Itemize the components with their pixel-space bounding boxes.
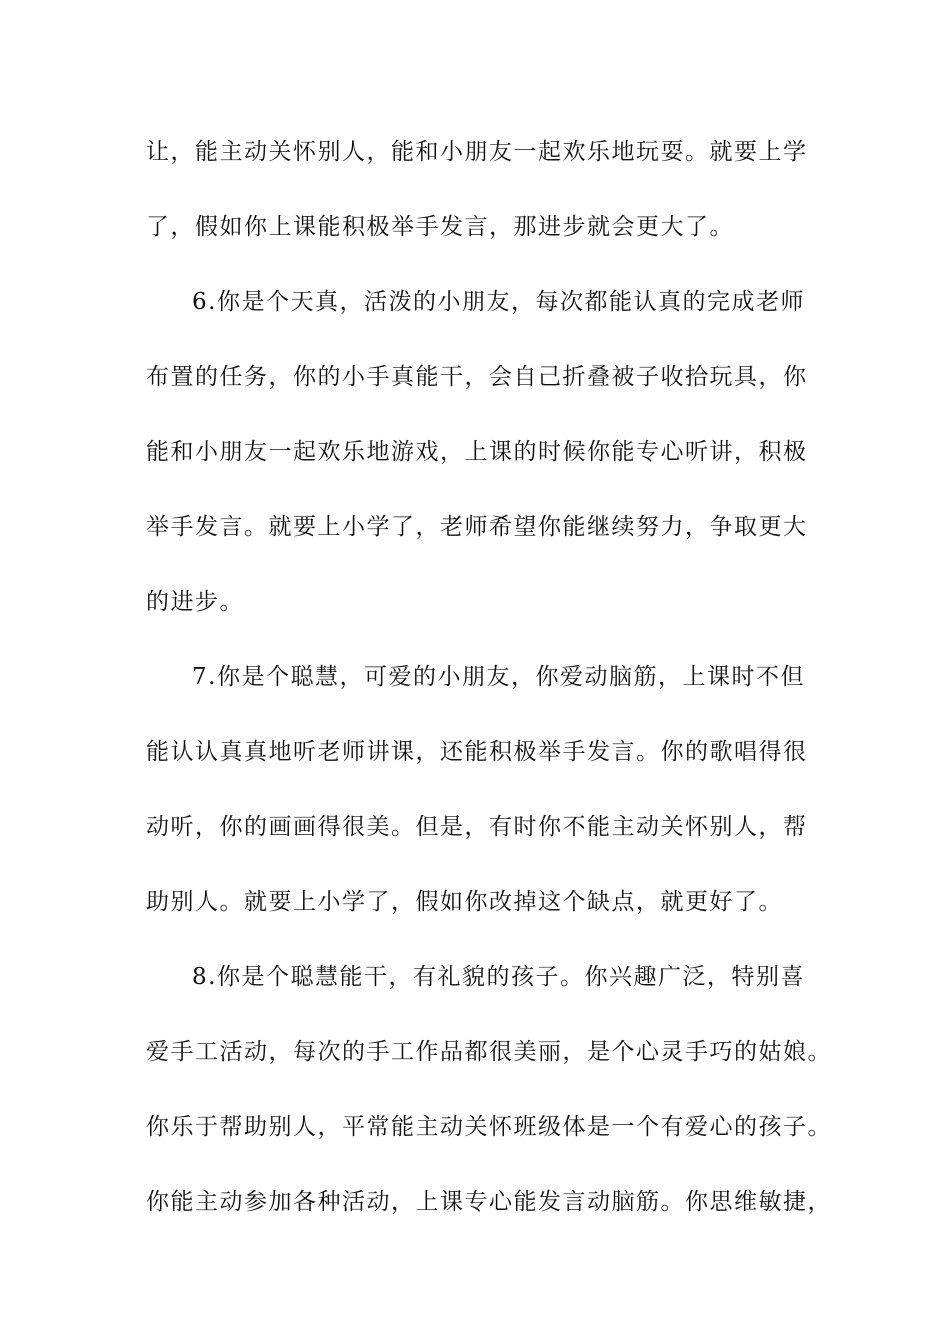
text-line: 能认认真真地听老师讲课，还能积极举手发言。你的歌唱得很 <box>146 739 808 765</box>
text-line: 爱手工活动，每次的手工作品都很美丽，是个心灵手巧的姑娘。 <box>146 1039 832 1065</box>
paragraph-6-start: 6.你是个天真，活泼的小朋友，每次都能认真的完成老师 <box>192 289 805 315</box>
text-line: 你能主动参加各种活动，上课专心能发言动脑筋。你思维敏捷， <box>146 1189 832 1215</box>
paragraph-8-start: 8.你是个聪慧能干，有礼貌的孩子。你兴趣广泛，特别喜 <box>192 964 805 990</box>
text-line: 举手发言。就要上小学了，老师希望你能继续努力，争取更大 <box>146 514 808 540</box>
text-line: 让，能主动关怀别人，能和小朋友一起欢乐地玩耍。就要上学 <box>146 139 808 165</box>
paragraph-7-start: 7.你是个聪慧，可爱的小朋友，你爱动脑筋，上课时不但 <box>192 664 805 690</box>
text-line: 布置的任务，你的小手真能干，会自己折叠被子收拾玩具，你 <box>146 364 808 390</box>
text-line: 的进步。 <box>146 589 244 615</box>
text-line: 了，假如你上课能积极举手发言，那进步就会更大了。 <box>146 214 734 240</box>
text-line: 你乐于帮助别人，平常能主动关怀班级体是一个有爱心的孩子。 <box>146 1114 832 1140</box>
text-line: 助别人。就要上小学了，假如你改掉这个缺点，就更好了。 <box>146 889 783 915</box>
text-line: 能和小朋友一起欢乐地游戏，上课的时候你能专心听讲，积极 <box>146 439 808 465</box>
text-line: 动听，你的画画得很美。但是，有时你不能主动关怀别人，帮 <box>146 814 808 840</box>
